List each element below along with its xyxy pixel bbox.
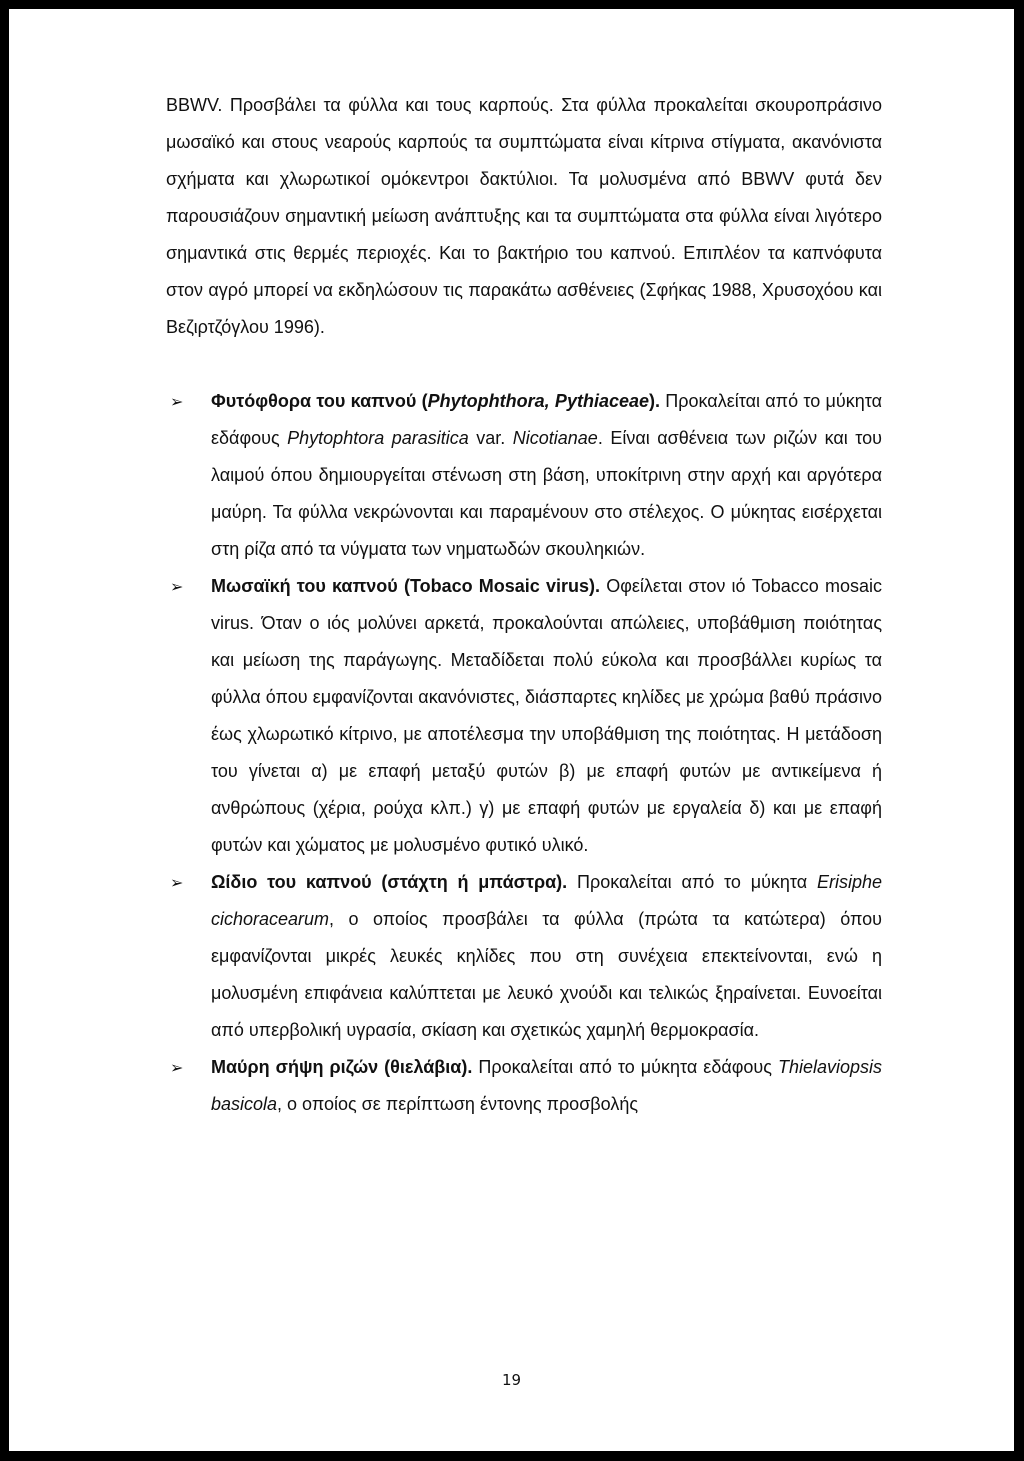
arrow-bullet-icon: ➢ xyxy=(170,873,184,892)
item-text: Προκαλείται από το μύκητα εδάφους Thielaviopsis basicola, ο οποίος σε περίπτωση έντονης προσβολής xyxy=(211,1057,882,1114)
intro-paragraph: BBWV. Προσβάλει τα φύλλα και τους καρπούς. Στα φύλλα προκαλείται σκουροπράσινο μωσαϊκό και στους νεαρούς καρπούς τα συμπτώματα είναι κίτρινα στίγματα, ακανόνιστα σχήματα και χλωρωτικοί ομόκεντροι δακτύλιοι. Τα μολυσμένα από BBWV φυτά δεν παρουσιάζουν σημαντική μείωση ανάπτυξης και τα συμπτώματα στα φύλλα είναι λιγότερο σημαντικά στις θερμές περιοχές. Και το βακτήριο του καπνού. Επιπλέον τα καπνόφυτα στον αγρό μπορεί να εκδηλώσουν τις παρακάτω ασθένειες (Σφήκας 1988, Χρυσοχόου και Βεζιρτζόγλου 1996). xyxy=(166,95,882,337)
arrow-bullet-icon: ➢ xyxy=(170,392,184,411)
item-text: Προκαλείται από το μύκητα εδάφους Phytophtora parasitica var. Nicotianae. Είναι ασθένεια των ριζών και του λαιμού όπου δημιουργείται στένωση στη βάση, υποκίτρινη στην αρχή και αργότερα μαύρη. Τα φύλλα νεκρώνονται και παραμένουν στο στέλεχος. Ο μύκητας εισέρχεται στη ρίζα από τα νύγματα των νηματωδών σκουληκιών. xyxy=(211,391,883,559)
item-title: Μαύρη σήψη ριζών (θιελάβια). xyxy=(211,1057,473,1077)
list-item-phytophthora xyxy=(166,383,882,568)
item-text: Οφείλεται στον ιό Tobacco mosaic virus. Όταν ο ιός μολύνει αρκετά, προκαλούνται απώλειες, υποβάθμιση ποιότητας και μείωση της παράγωγης. Μεταδίδεται πολύ εύκολα και προσβάλλει κυρίως τα φύλλα όπου εμφανίζονται ακανόνιστες, διάσπαρτες κηλίδες με χρώμα βαθύ πράσινο έως χλωρωτικό κίτρινο, με αποτέλεσμα την υποβάθμιση της ποιότητας. Η μετάδοση του γίνεται α) με επαφή μεταξύ φυτών β) με επαφή φυτών με αντικείμενα ή ανθρώπους (χέρια, ρούχα κλπ.) γ) με επαφή φυτών με εργαλεία δ) και με επαφή φυτών και χώματος με μολυσμένο φυτικό υλικό. xyxy=(211,576,882,855)
list-item-powdery-mildew xyxy=(166,864,882,1049)
page-number: 19 xyxy=(501,1371,522,1389)
list-item-mosaic xyxy=(166,568,882,864)
document-page xyxy=(9,9,1014,1451)
item-title: Μωσαϊκή του καπνού (Tobaco Mosaic virus). xyxy=(211,576,601,596)
arrow-bullet-icon: ➢ xyxy=(170,577,184,596)
item-title: Ωίδιο του καπνού (στάχτη ή μπάστρα). xyxy=(211,872,568,892)
item-text: Προκαλείται από το μύκητα Erisiphe cichoracearum, ο οποίος προσβάλει τα φύλλα (πρώτα τα κατώτερα) όπου εμφανίζονται μικρές λευκές κηλίδες που στη συνέχεια επεκτείνονται, ενώ η μολυσμένη επιφάνεια καλύπτεται με λευκό χνούδι και τελικώς ξηραίνεται. Ευνοείται από υπερβολική υγρασία, σκίαση και σχετικώς χαμηλή θερμοκρασία. xyxy=(211,872,882,1040)
page-body xyxy=(166,87,882,1123)
item-title: Φυτόφθορα του καπνού (Phytophthora, Pythiaceae). xyxy=(211,391,660,411)
disease-list xyxy=(166,383,882,1123)
list-item-black-root-rot xyxy=(166,1049,882,1123)
arrow-bullet-icon: ➢ xyxy=(170,1058,184,1077)
